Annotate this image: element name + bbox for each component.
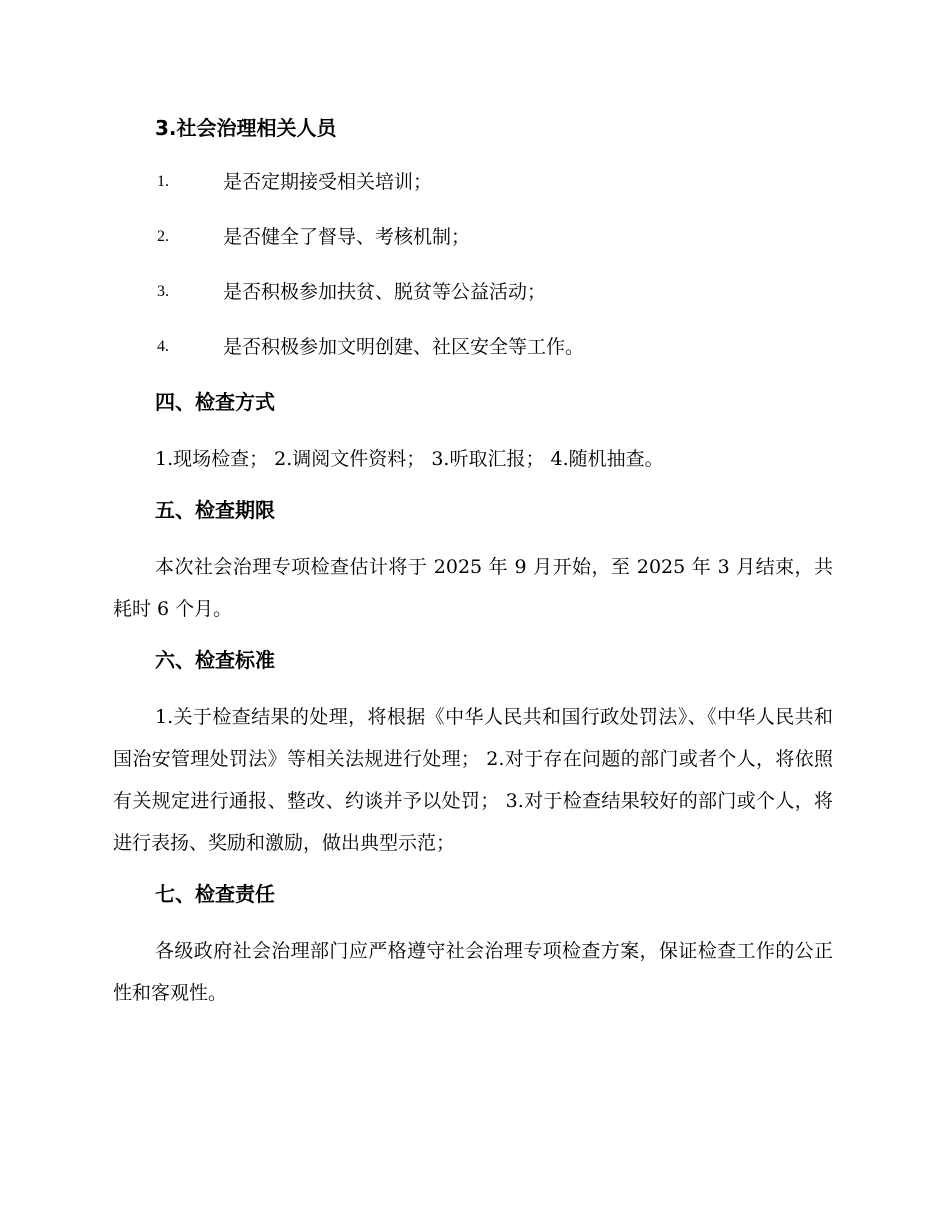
list-item xyxy=(113,329,833,365)
document-content xyxy=(113,110,833,1026)
list-item-text: 是否积极参加扶贫、脱贫等公益活动； xyxy=(223,281,547,303)
list-item-number: 1. xyxy=(157,173,169,190)
list-item-text: 是否定期接受相关培训； xyxy=(223,171,433,193)
section-heading-method: 四、检查方式 xyxy=(155,390,275,414)
section-heading-personnel: 3.社会治理相关人员 xyxy=(155,116,337,140)
list-item-number: 4. xyxy=(157,338,169,355)
list-item-number: 3. xyxy=(157,283,169,300)
section-paragraph-responsibility: 各级政府社会治理部门应严格遵守社会治理专项检查方案，保证检查工作的公正性和客观性。 xyxy=(113,940,833,1004)
list-item xyxy=(113,274,833,310)
list-item xyxy=(113,164,833,200)
section-heading-responsibility: 七、检查责任 xyxy=(155,882,275,906)
list-item-number: 2. xyxy=(157,228,169,245)
list-item xyxy=(113,219,833,255)
list-item-text: 是否积极参加文明创建、社区安全等工作。 xyxy=(223,336,585,358)
section-heading-standard: 六、检查标准 xyxy=(155,648,275,672)
section-paragraph-method: 1.现场检查； 2.调阅文件资料； 3.听取汇报； 4.随机抽查。 xyxy=(155,448,664,470)
section-heading-period: 五、检查期限 xyxy=(155,498,275,522)
section-paragraph-period: 本次社会治理专项检查估计将于 2025 年 9 月开始，至 2025 年 3 月结束，共耗时 6 个月。 xyxy=(113,556,833,620)
list-item-text: 是否健全了督导、考核机制； xyxy=(223,226,471,248)
section-paragraph-standard: 1.关于检查结果的处理，将根据《中华人民共和国行政处罚法》、《中华人民共和国治安管理处罚法》等相关法规进行处理； 2.对于存在问题的部门或者个人，将依照有关规定进行通报、整改、约谈并予以处罚； 3.对于检查结果较好的部门或个人，将进行表扬、奖励和激励，做出典型示范； xyxy=(113,706,833,854)
